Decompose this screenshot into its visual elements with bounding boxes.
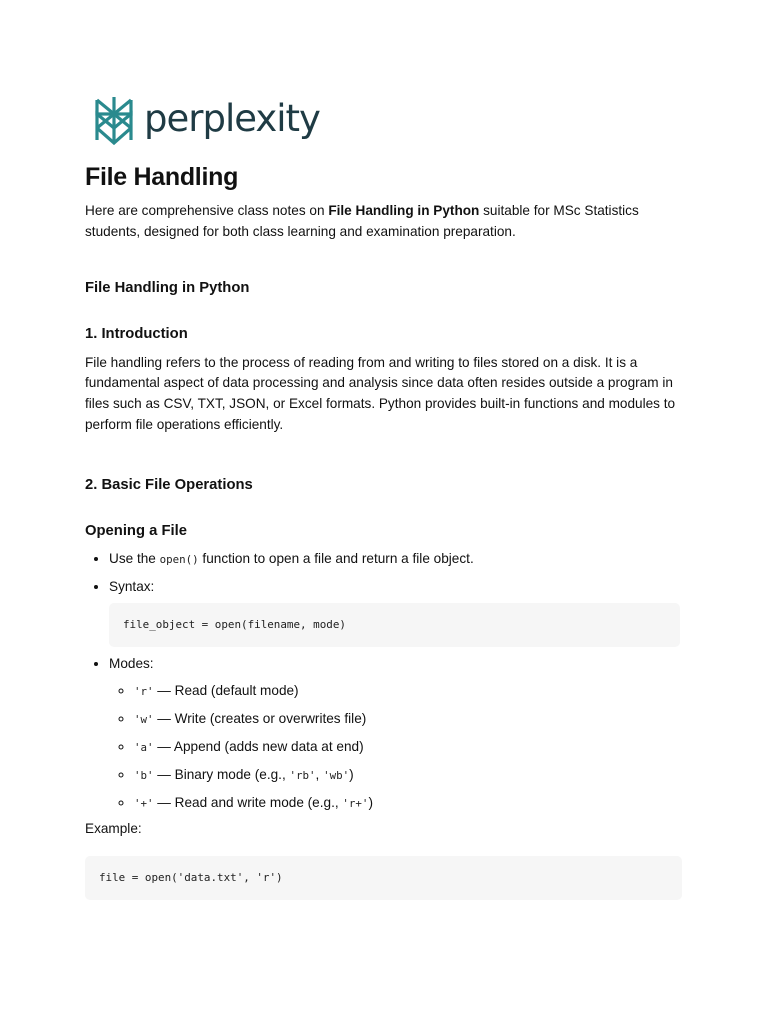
list-item (109, 577, 682, 647)
brand-wordmark: perplexity (144, 96, 320, 140)
opening-file-heading: Opening a File (85, 522, 187, 539)
mode-separator: , (315, 766, 324, 782)
mode-end: ) (349, 766, 354, 782)
example-code-block: file = open('data.txt', 'r') (85, 856, 682, 900)
mode-description: — Write (creates or overwrites file) (153, 710, 367, 726)
list-item (109, 549, 682, 570)
list-item-text: Use the (109, 550, 160, 566)
intro-text-end: suitable for MSc Statistics students, designed for both class learning and examination preparation. (85, 203, 639, 239)
introduction-paragraph: File handling refers to the process of reading from and writing to files stored on a disk. It is a fundamental aspect of data processing and analysis since data often resides outside a program in files such as CSV, TXT, JSON, or Excel formats. Python provides built-in functions and modules to perform file operations efficiently. (85, 354, 676, 432)
mode-description: — Append (adds new data at end) (153, 738, 364, 754)
mode-item (134, 681, 682, 702)
inline-code: 'a' (134, 740, 154, 754)
mode-end: ) (368, 794, 373, 810)
inline-code: 'b' (134, 768, 154, 782)
intro-paragraph (85, 201, 682, 243)
mode-item (134, 737, 682, 758)
basic-operations-heading: 2. Basic File Operations (85, 476, 253, 493)
page-title: File Handling (85, 163, 239, 191)
modes-list (109, 681, 682, 814)
opening-file-list (85, 549, 682, 814)
logo (93, 92, 682, 148)
mode-item (134, 709, 682, 730)
mode-item (134, 765, 682, 786)
mode-description: — Read (default mode) (153, 682, 299, 698)
inline-code: '+' (134, 796, 154, 810)
inline-code: 'r+' (342, 796, 369, 810)
inline-code: 'rb' (289, 768, 316, 782)
inline-code: 'w' (134, 712, 154, 726)
list-item-text: function to open a file and return a file object. (198, 550, 474, 566)
mode-description: — Read and write mode (e.g., (153, 794, 343, 810)
mode-item (134, 793, 682, 814)
inline-code: 'r' (134, 684, 154, 698)
inline-code: 'wb' (323, 768, 350, 782)
example-label: Example: (85, 820, 142, 836)
perplexity-logo-icon (93, 95, 135, 145)
list-item-text: Modes: (109, 655, 154, 671)
syntax-code-block: file_object = open(filename, mode) (109, 603, 680, 647)
intro-text-start: Here are comprehensive class notes on (85, 203, 329, 218)
list-item (109, 654, 682, 814)
document-page (85, 92, 682, 900)
introduction-heading: 1. Introduction (85, 325, 188, 342)
list-item-text: Syntax: (109, 578, 155, 594)
mode-description: — Binary mode (e.g., (153, 766, 290, 782)
intro-bold-text: File Handling in Python (328, 203, 480, 218)
section-heading: File Handling in Python (85, 279, 250, 296)
inline-code: open() (159, 552, 199, 566)
